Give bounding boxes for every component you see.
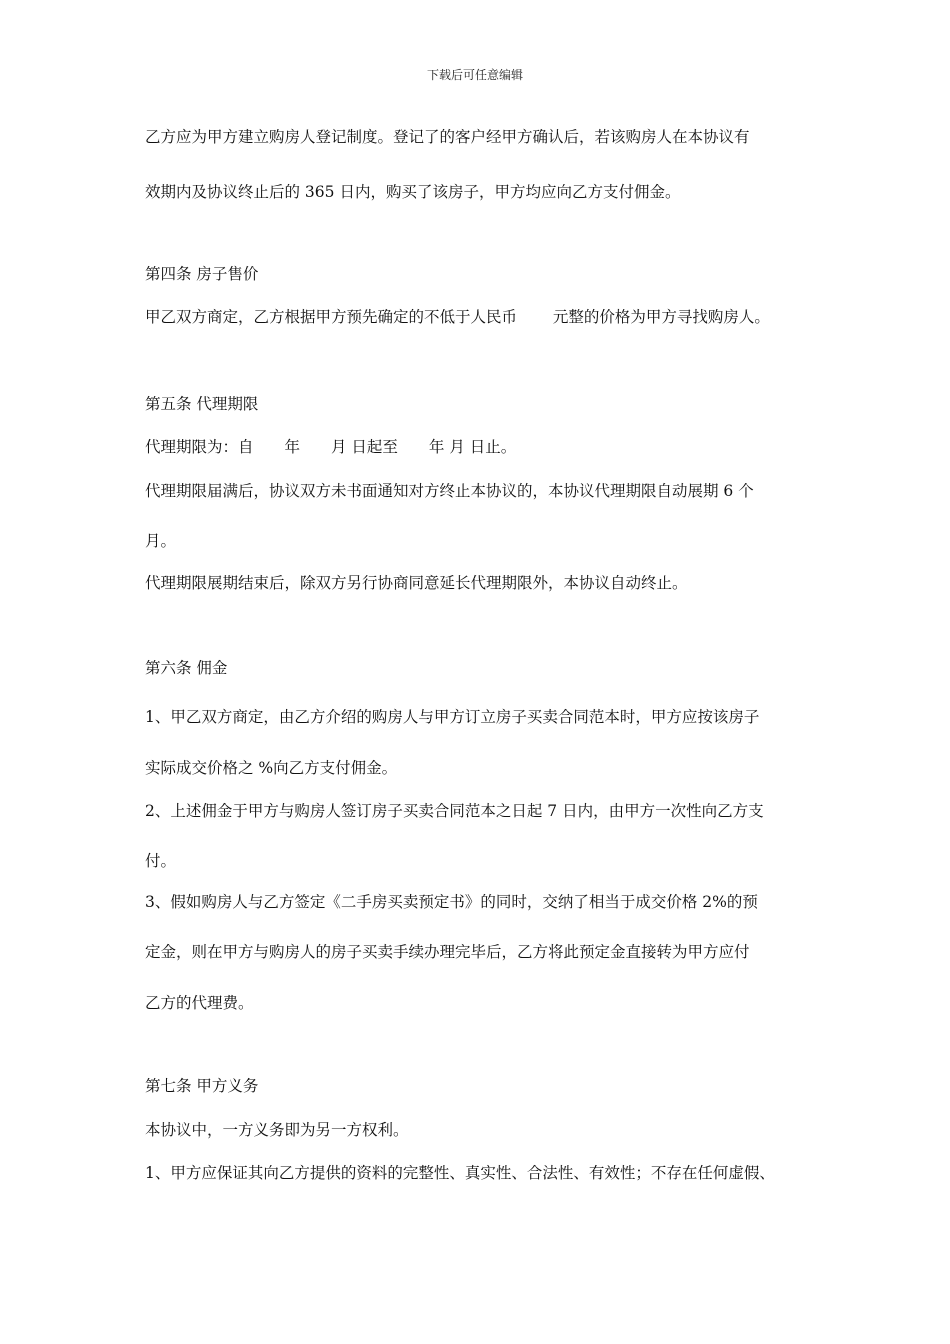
paragraph-line: 实际成交价格之 %向乙方支付佣金。: [145, 759, 398, 777]
section-heading: 第四条 房子售价: [145, 265, 259, 283]
section-heading: 第六条 佣金: [145, 659, 228, 677]
paragraph-line: 付。: [145, 852, 177, 870]
paragraph-line: 1、甲乙双方商定，由乙方介绍的购房人与甲方订立房子买卖合同范本时，甲方应按该房子: [145, 708, 760, 726]
paragraph-line: 乙方应为甲方建立购房人登记制度。登记了的客户经甲方确认后，若该购房人在本协议有: [145, 128, 750, 146]
paragraph-line: 效期内及协议终止后的 365 日内，购买了该房子，甲方均应向乙方支付佣金。: [145, 183, 681, 201]
paragraph-line: 代理期限展期结束后，除双方另行协商同意延长代理期限外，本协议自动终止。: [145, 574, 688, 592]
section-heading: 第七条 甲方义务: [145, 1077, 259, 1095]
paragraph-line: 3、假如购房人与乙方签定《二手房买卖预定书》的同时，交纳了相当于成交价格 2%的预: [145, 893, 758, 911]
paragraph-line: 2、上述佣金于甲方与购房人签订房子买卖合同范本之日起 7 日内，由甲方一次性向乙方支: [145, 802, 764, 820]
page-header: 下载后可任意编辑: [426, 68, 523, 82]
paragraph-line: 月。: [145, 532, 177, 550]
paragraph-line: 1、甲方应保证其向乙方提供的资料的完整性、真实性、合法性、有效性；不存在任何虚假、: [145, 1164, 775, 1182]
section-heading: 第五条 代理期限: [145, 395, 259, 413]
paragraph-line: 定金，则在甲方与购房人的房子买卖手续办理完毕后，乙方将此预定金直接转为甲方应付: [145, 943, 750, 961]
paragraph-line: 甲乙双方商定，乙方根据甲方预先确定的不低于人民币 元整的价格为甲方寻找购房人。: [145, 308, 770, 326]
paragraph-line: 代理期限为：自 年 月 日起至 年 月 日止。: [145, 438, 517, 456]
paragraph-line: 本协议中，一方义务即为另一方权利。: [145, 1121, 409, 1139]
paragraph-line: 乙方的代理费。: [145, 994, 254, 1012]
paragraph-line: 代理期限届满后，协议双方未书面通知对方终止本协议的，本协议代理期限自动展期 6 个: [145, 482, 754, 500]
